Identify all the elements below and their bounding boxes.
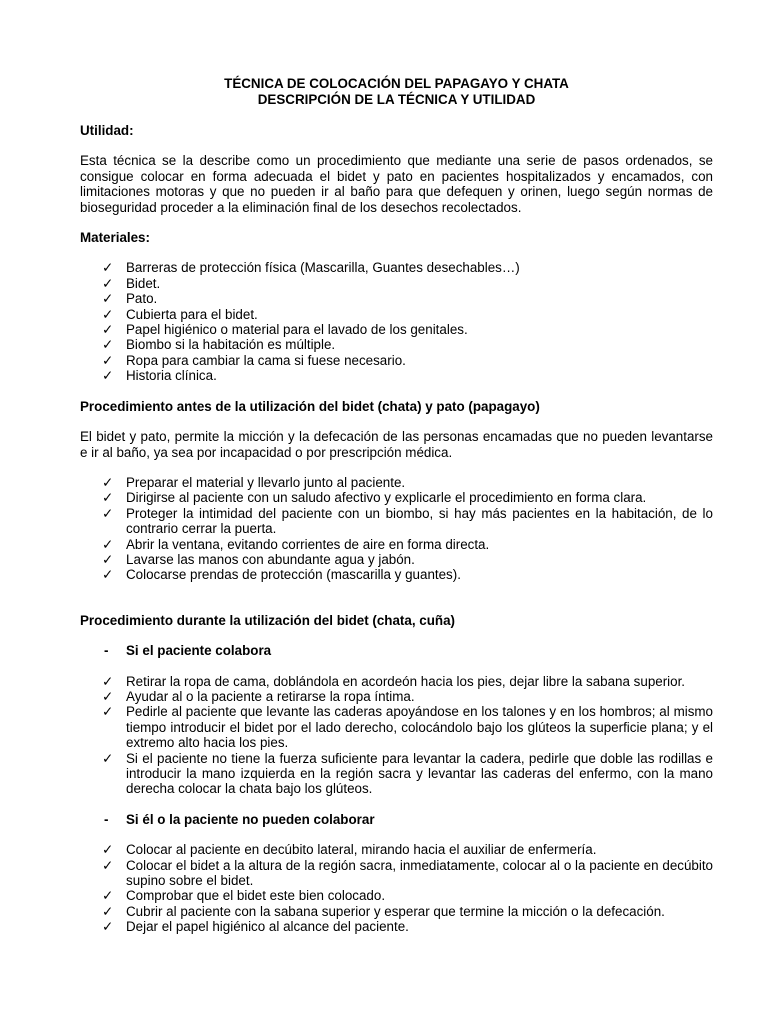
utilidad-text: Esta técnica se la describe como un procedimiento que mediante una serie de pasos ordenados, se consigue colocar en forma adecuada el bidet y pato en pacientes hospitalizados y encamados, con limitaciones motoras y que no pueden ir al baño para que defequen y orinen, luego según normas de bioseguridad proceder a la eliminación final de los desechos recolectados. [80, 153, 713, 215]
list-item: ✓ Dirigirse al paciente con un saludo afectivo y explicarle el procedimiento en forma clara. [102, 490, 647, 506]
colabora-list [80, 674, 713, 797]
list-item: ✓ Pato. [102, 291, 158, 307]
list-item: ✓ Proteger la intimidad del paciente con un biombo, si hay más pacientes en la habitación, de lo contrario cerrar la puerta. [102, 505, 713, 537]
heading-durante: Procedimiento durante la utilización del bidet (chata, cuña) [80, 612, 455, 628]
check-icon: ✓ [102, 322, 114, 338]
subheading-colabora: - Si el paciente colabora [104, 643, 272, 659]
list-item: ✓ Colocar el bidet a la altura de la región sacra, inmediatamente, colocar al o la paciente en decúbito supino sobre el bidet. [102, 857, 713, 889]
check-icon: ✓ [102, 551, 114, 567]
list-item: ✓ Biombo si la habitación es múltiple. [102, 337, 336, 353]
check-icon: ✓ [102, 260, 114, 276]
heading-utilidad: Utilidad: [80, 123, 134, 138]
materiales-list [80, 260, 713, 383]
check-icon: ✓ [102, 306, 114, 322]
subheading-no-colabora: - Si él o la paciente no pueden colaborar [104, 811, 375, 827]
heading-materiales: Materiales: [80, 230, 150, 246]
list-item: ✓ Comprobar que el bidet este bien colocado. [102, 888, 386, 904]
list-item: ✓ Bidet. [102, 275, 161, 291]
list-item: ✓ Historia clínica. [102, 368, 217, 384]
check-icon: ✓ [102, 888, 114, 904]
heading-antes: Procedimiento antes de la utilización del bidet (chata) y pato (papagayo) [80, 398, 540, 414]
list-item: ✓ Cubrir al paciente con la sabana superior y esperar que termine la micción o la defecación. [102, 903, 665, 919]
list-item: ✓ Abrir la ventana, evitando corrientes de aire en forma directa. [102, 536, 490, 552]
list-item: ✓ Retirar la ropa de cama, doblándola en acordeón hacia los pies, dejar libre la sabana superior. [102, 673, 686, 689]
list-item: ✓ Cubierta para el bidet. [102, 306, 258, 322]
list-item: ✓ Si el paciente no tiene la fuerza suficiente para levantar la cadera, pedirle que doble las rodillas e introducir la mano izquierda en la región sacra y levantar las caderas del enfermo, con la mano derecha colocar la chata bajo los glúteos. [102, 750, 713, 797]
check-icon: ✓ [102, 490, 114, 506]
check-icon: ✓ [102, 474, 114, 490]
list-item: ✓ Colocar al paciente en decúbito lateral, mirando hacia el auxiliar de enfermería. [102, 842, 597, 858]
check-icon: ✓ [102, 352, 114, 368]
check-icon: ✓ [102, 688, 114, 704]
list-item: ✓ Preparar el material y llevarlo junto al paciente. [102, 474, 406, 490]
check-icon: ✓ [102, 857, 114, 873]
title-line-2: DESCRIPCIÓN DE LA TÉCNICA Y UTILIDAD [257, 92, 536, 107]
check-icon: ✓ [102, 673, 114, 689]
dash-bullet: - [104, 643, 109, 659]
list-item: ✓ Papel higiénico o material para el lavado de los genitales. [102, 322, 468, 338]
check-icon: ✓ [102, 337, 114, 353]
list-item: ✓ Colocarse prendas de protección (mascarilla y guantes). [102, 567, 461, 583]
check-icon: ✓ [102, 903, 114, 919]
list-item: ✓ Ropa para cambiar la cama si fuese necesario. [102, 352, 406, 368]
dash-bullet: - [104, 811, 109, 827]
check-icon: ✓ [102, 704, 114, 720]
check-icon: ✓ [102, 505, 114, 521]
list-item: ✓ Pedirle al paciente que levante las caderas apoyándose en los talones y en los hombros; al mismo tiempo introducir el bidet por el lado derecho, colocándolo bajo los glúteos la superficie plana; y el extremo alto hacia los pies. [102, 704, 713, 751]
list-item: ✓ Dejar el papel higiénico al alcance del paciente. [102, 919, 409, 935]
check-icon: ✓ [102, 368, 114, 384]
check-icon: ✓ [102, 750, 114, 766]
check-icon: ✓ [102, 567, 114, 583]
check-icon: ✓ [102, 842, 114, 858]
check-icon: ✓ [102, 275, 114, 291]
check-icon: ✓ [102, 919, 114, 935]
antes-text: El bidet y pato, permite la micción y la defecación de las personas encamadas que no pueden levantarse e ir al baño, ya sea por incapacidad o por prescripción médica. [80, 429, 713, 460]
list-item: ✓ Ayudar al o la paciente a retirarse la ropa íntima. [102, 688, 415, 704]
check-icon: ✓ [102, 291, 114, 307]
no-colabora-list [80, 842, 713, 934]
list-item: ✓ Barreras de protección física (Mascarilla, Guantes desechables…) [102, 260, 520, 276]
title-line-1: TÉCNICA DE COLOCACIÓN DEL PAPAGAYO Y CHATA [224, 76, 569, 91]
check-icon: ✓ [102, 536, 114, 552]
list-item: ✓ Lavarse las manos con abundante agua y jabón. [102, 551, 415, 567]
antes-list [80, 475, 713, 583]
